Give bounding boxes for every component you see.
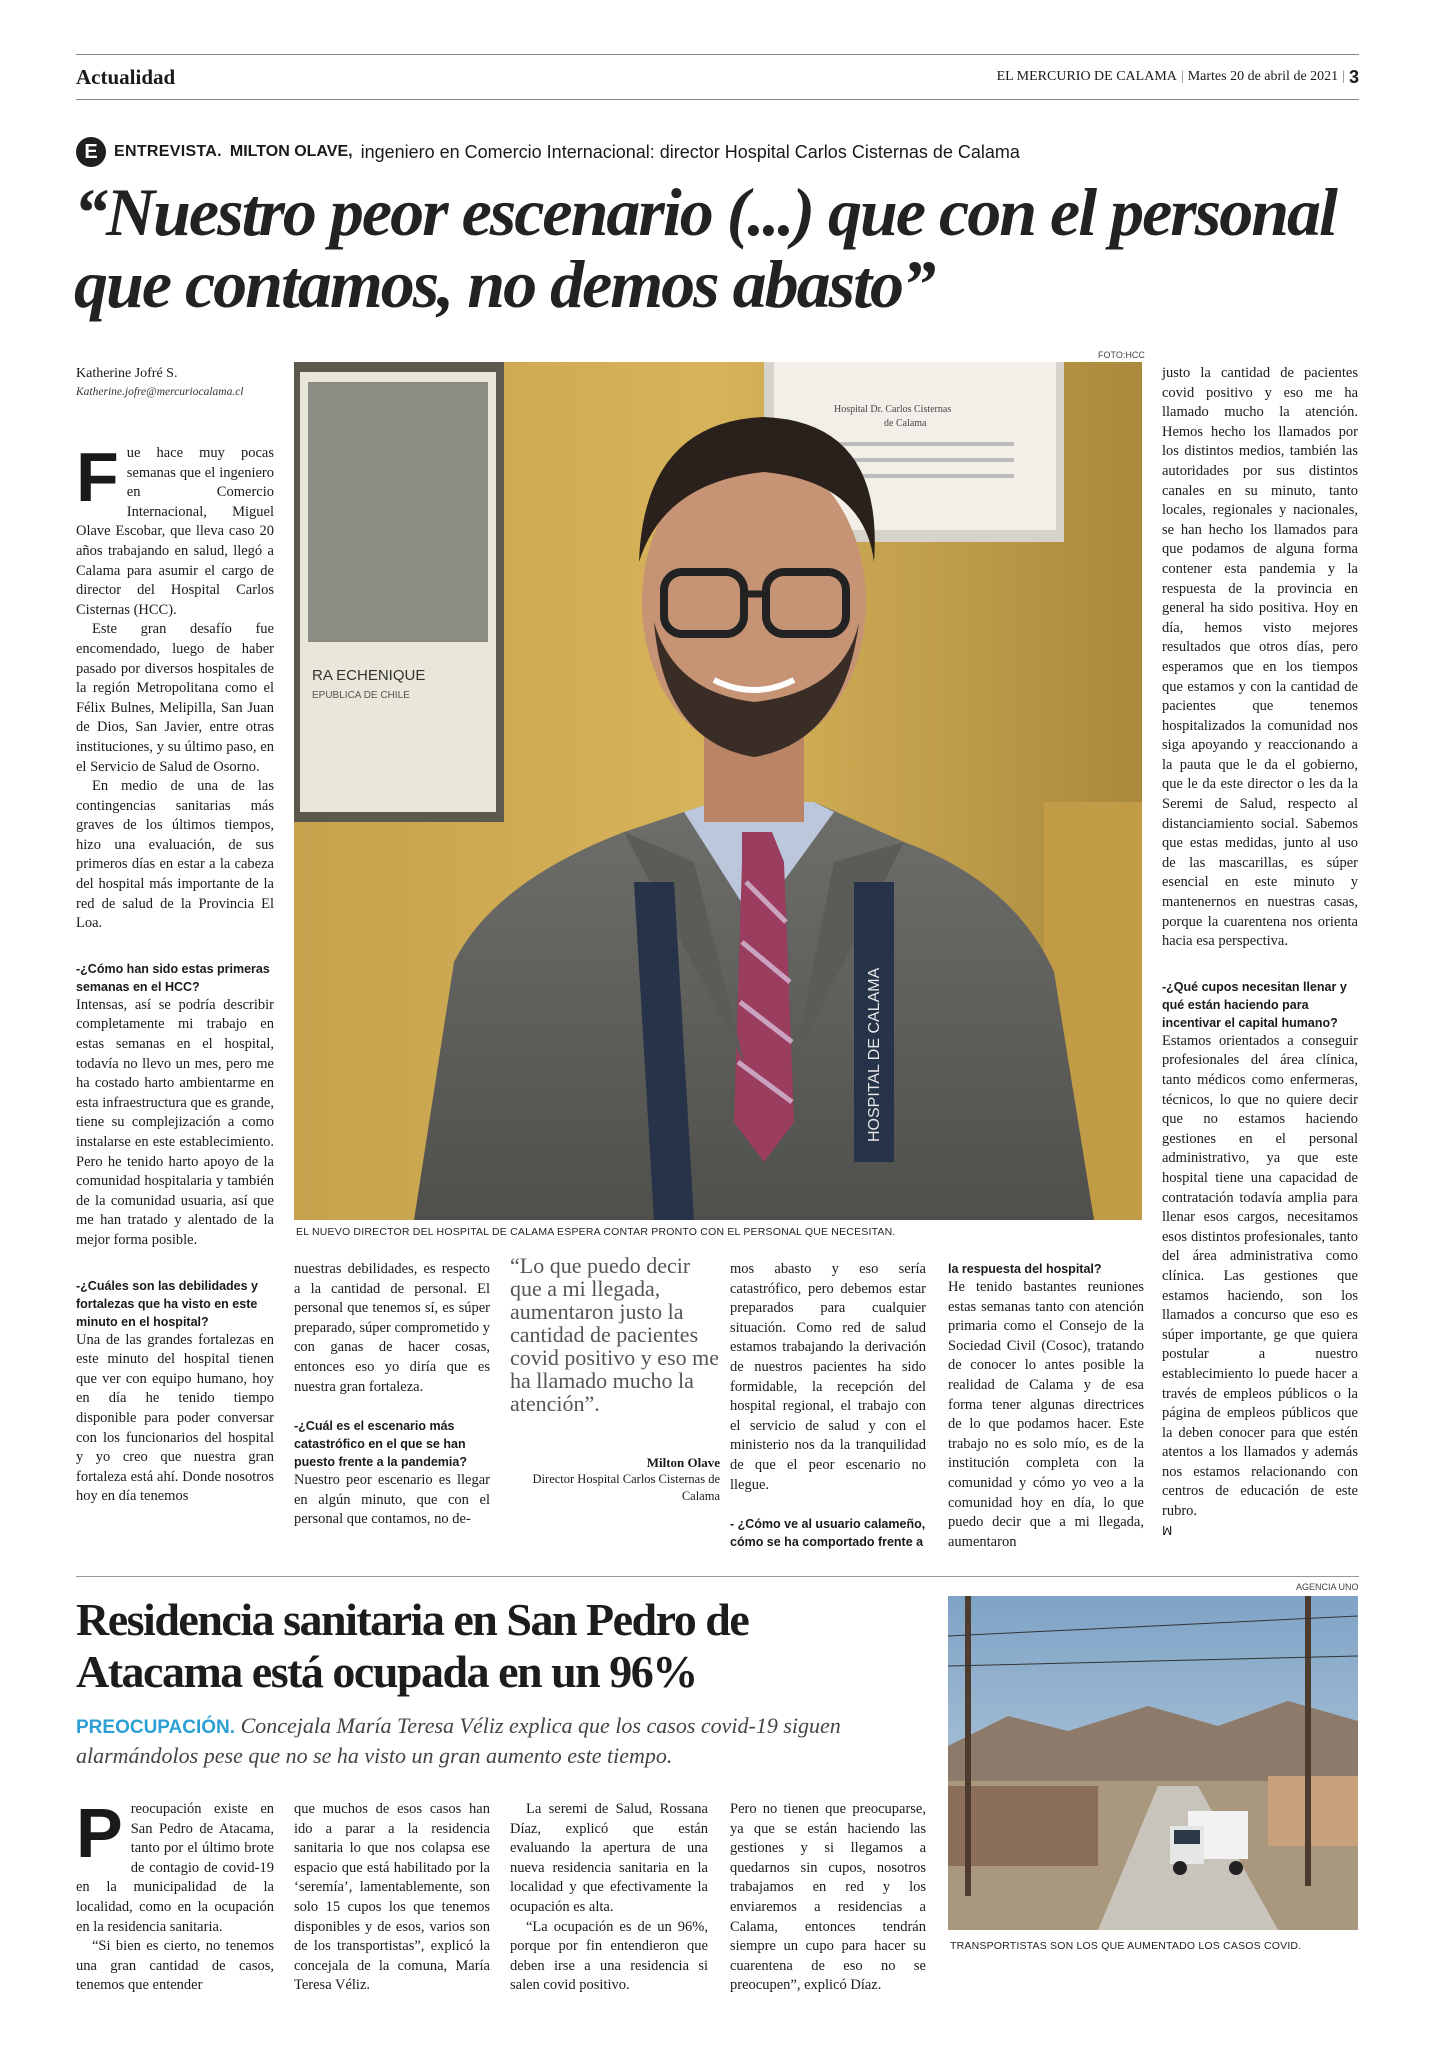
photo2-credit: AGENCIA UNO [1296,1582,1359,1592]
paragraph: Pero no tienen que preocuparse, ya que se están haciendo las gestiones y si llegamos a quedarnos sin cupos, nosotros trabajamos en red y los enviaremos a residencias a Calama, entonces tendrán siempre un cupo para hacer su cuarentena de eso no se preocupen”, explicó Díaz. [730,1801,926,1994]
main-headline: “Nuestro peor escenario (...) que con el personal que contamos, no demos abasto” [74,174,1336,322]
end-mark-icon: ꟽ [1162,1523,1173,1538]
interview-question: -¿Qué cupos necesitan llenar y qué están haciendo para incentivar el capital humano? [1162,979,1347,1030]
interview-question: -¿Cómo han sido estas primeras semanas en el HCC? [76,961,270,994]
story2-column-4 [730,1800,926,1996]
byline [76,366,276,398]
lead-text: ue hace muy pocas semanas que el ingeniero en Comercio Internacional, Miguel Olave Escobar, que lleva caso 20 años trabajando en salud, llegó a Calama para asumir el cargo de director del Hospital Carlos Cisternas (HCC). [76,445,274,618]
interview-question: la respuesta del hospital? [948,1262,1102,1276]
interview-kicker [76,137,1020,167]
interview-badge-icon: E [76,137,106,167]
newspaper-name: EL MERCURIO DE CALAMA [996,69,1177,84]
paragraph: justo la cantidad de pacientes covid positivo y eso me ha llamado mucho la atención. Hemos hecho los llamados por los distintos medios, también las autoridades por sus distintos canales en su minuto, tanto locales, regionales y nacionales, se han hecho los llamados para que podamos de alguna forma contener esta pandemia y la respuesta de la provincia en general ha sido positiva. Hoy en día, hemos visto mejores resultados que otros días, pero esperamos que en los tiempos que estamos y con la cantidad de pacientes que tenemos hospitalizados la comunidad nos siga apoyando y reaccionando a la pauta que le da el gobierno, que le da este director o les da la Seremi de Salud, respecto al distanciamiento social. Sabemos que estas medidas, junto al uso de las mascarillas, es súper esencial en este minuto y mantenernos en nuestras casas, porque la cuarentena nos orienta hacia esa perspectiva. [1162,365,1358,950]
drop-cap: P [76,1794,123,1872]
story2-column-1 [76,1794,274,1996]
pull-quote-role: Director Hospital Carlos Cisternas de Calama [532,1472,720,1503]
author-email: Katherine.jofre@mercuriocalama.cl [76,386,244,398]
lead-paragraph [76,1794,274,1937]
page-number: 3 [1348,66,1359,87]
drop-cap: F [76,438,119,516]
svg-text:RA ECHENIQUE: RA ECHENIQUE [312,667,426,684]
street-illustration [948,1596,1358,1930]
article-column-5 [1162,364,1358,1541]
deck-text: Concejala María Teresa Véliz explica que los casos covid-19 siguen alarmándolos pese que no se ha visto un gran aumento este tiempo. [76,1713,841,1768]
svg-text:EPUBLICA DE CHILE: EPUBLICA DE CHILE [312,690,410,701]
article-column-2 [294,1260,490,1530]
paragraph: que muchos de esos casos han ido a parar a la residencia sanitaria lo que nos colapsa ese espacio que está habilitado por la ‘seremía’, lamentablemente, son solo 15 cupos los que tenemos disponibles y de esos, varios son de los transportistas”, explicó la concejala de la comuna, María Teresa Véliz. [294,1801,490,1994]
article-column-4 [948,1260,1144,1552]
paragraph: mos abasto y eso sería catastrófico, pero debemos estar preparados para cualquier situación. Como red de salud estamos trabajando la derivación de nuestros pacientes ha sido formidable, la recepción del hospital regional, el trabajo con el servicio de salud y con el ministerio nos da la tranquilidad de que el peor escenario no llegue. [730,1261,926,1493]
paragraph: La seremi de Salud, Rossana Díaz, explicó que están evaluando la apertura de una nueva residencia sanitaria en la localidad y que efectivamente la ocupación es alta. [510,1801,708,1915]
portrait-illustration [294,362,1142,1220]
photo2-caption: TRANSPORTISTAS SON LOS QUE AUMENTADO LOS CASOS COVID. [950,1940,1302,1952]
lead-paragraph [76,438,274,620]
kicker-description: ingeniero en Comercio Internacional: director Hospital Carlos Cisternas de Calama [360,141,1020,162]
folio-separator: | [1342,69,1345,84]
pull-quote-author: Milton Olave [646,1455,720,1470]
paragraph: “La ocupación es de un 96%, porque por fin entendieron que deben irse a una residencia si salen covid positivo. [510,1918,708,1994]
secondary-deck [76,1712,946,1770]
story2-column-3 [510,1800,708,1996]
interview-question: -¿Cuál es el escenario más catastrófico en el que se han puesto frente a la pandemia? [294,1419,467,1470]
page-header [76,54,1359,100]
deck-label: PREOCUPACIÓN. [76,1717,236,1738]
photo-credit: FOTO:HCC [1098,350,1145,360]
kicker-name: MILTON OLAVE, [229,143,353,160]
issue-date: Martes 20 de abril de 2021 [1187,69,1339,84]
interview-answer: Intensas, así se podría describir completamente mi trabajo en estas semanas en el hospital, todavía no llevo un mes, pero me ha costado harto ambientarme en esta infraestructura que es grande, tiene su complejización a como instalarse en este establecimiento. Pero he tenido harto apoyo de la comunidad hospitalaria y también de la comunidad usuaria, así que me han tratado y alentado de la mejor forma posible. [76,996,274,1248]
section-name: Actualidad [76,64,176,89]
article-column-3 [730,1260,926,1551]
folio [997,67,1359,88]
paragraph: Este gran desafío fue encomendado, luego de haber pasado por diversos hospitales de la región Metropolitana como el Félix Bulnes, Melipilla, San Juan de Dios, San Javier, entre otras instituciones, y su último paso, en el Servicio de Salud de Osorno. [76,621,274,775]
secondary-headline: Residencia sanitaria en San Pedro de Atacama está ocupada en un 96% [76,1594,749,1697]
svg-text:de Calama: de Calama [884,418,927,429]
interview-answer: Nuestro peor escenario es llegar en algún minuto, que con el personal que contamos, no de- [294,1472,490,1528]
kicker-label: ENTREVISTA. [114,143,222,160]
paragraph: En medio de una de las contingencias sanitarias más graves de los últimos tiempos, hizo una evaluación, de sus primeros días en estar a la cabeza del hospital más importante de la red de salud de la Provincia El Loa. [76,778,274,932]
lanyard-text: HOSPITAL DE CALAMA [866,967,883,1142]
interview-question: -¿Cuáles son las debilidades y fortalezas que ha visto en este minuto en el hospital? [76,1278,259,1329]
interview-question: - ¿Cómo ve al usuario calameño, cómo se ha comportado frente a [730,1517,926,1550]
story-divider [76,1576,1359,1577]
paragraph: nuestras debilidades, es respecto a la cantidad de personal. El personal que tenemos sí, es súper preparado, súper comprometido y con ganas de hacer cosas, entonces eso yo diría que es nuestra gran fortaleza. [294,1261,490,1395]
lead-text: reocupación existe en San Pedro de Atacama, tanto por el último brote de contagio de covid-19 en la municipalidad de la localidad, como en la ocupación en la residencia sanitaria. [76,1801,274,1935]
interview-answer: Estamos orientados a conseguir profesionales del área clínica, tanto médicos como enfermeras, técnicos, lo que no quiere decir que no estamos haciendo gestiones en el personal administrativo, ya que este hospital tiene una capacidad de contratación todavía amplia para llenar esos cargos, necesitamos esos distintos profesionales, tanto del área administrativa como clínica. Las gestiones que estamos haciendo, son los llamados a concurso que eso es súper importante, ge que quiera postular a nuestro establecimiento lo puede hacer a través de empleos públicos o la página de empleos públicos que la deben conocer para que estén atentos a los llamados y además nos estamos relacionando con centros de educación de este rubro. [1162,1032,1358,1520]
street-photo [948,1596,1358,1930]
story2-column-2 [294,1800,490,1996]
portrait-photo [294,362,1142,1220]
author-name: Katherine Jofré S. [76,366,178,381]
article-column-1 [76,438,274,1507]
interview-answer: He tenido bastantes reuniones estas semanas tanto con atención primaria como el Consejo de la Sociedad Civil (Cosoc), tratando de conocer lo antes posible la realidad de Calama y de esa forma tener algunas directrices de lo que podamos hacer. Este trabajo no es solo mío, es de la institución completa con la comunidad y cómo yo veo a la comunidad hoy en día, lo que puedo decir que a mi llegada, aumentaron [948,1279,1144,1550]
paragraph: “Si bien es cierto, no tenemos una gran cantidad de casos, tenemos que entender [76,1938,274,1994]
pull-quote [510,1254,720,1505]
interview-answer: Una de las grandes fortalezas en este minuto del hospital tienen que ver con equipo humano, hoy en día he tenido tiempo disponible para poder conversar con los funcionarios del hospital y yo creo que nuestra gran fortaleza está ahí. Donde nosotros hoy en día tenemos [76,1331,274,1505]
svg-text:Hospital Dr. Carlos Cisternas: Hospital Dr. Carlos Cisternas [834,404,952,415]
pull-quote-text: “Lo que puedo decir que a mi llegada, aumentaron justo la cantidad de pacientes covid positivo y eso me ha llamado mucho la atención”. [510,1253,719,1416]
folio-separator: | [1180,69,1184,84]
photo-caption: EL NUEVO DIRECTOR DEL HOSPITAL DE CALAMA ESPERA CONTAR PRONTO CON EL PERSONAL QUE NECESITAN. [296,1226,896,1238]
